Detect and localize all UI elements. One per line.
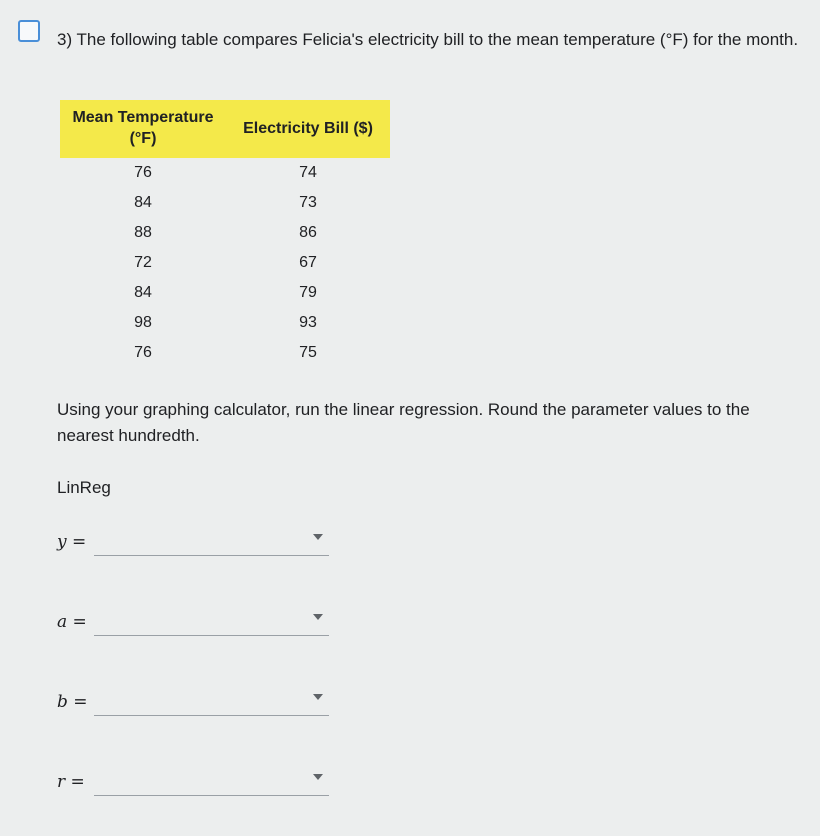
b-dropdown[interactable] [94,688,329,716]
cell-bill: 75 [299,344,317,361]
field-row-a [57,608,337,644]
cell-bill: 67 [299,254,317,271]
cell-temperature: 76 [134,344,152,361]
cell-temperature: 98 [134,314,152,331]
cell-bill: 74 [299,164,317,181]
chevron-down-icon [313,694,323,700]
column-header-temperature: Mean Temperature (°F) [60,100,226,158]
cell-temperature: 84 [134,284,152,301]
cell-temperature: 72 [134,254,152,271]
question-text: 3) The following table compares Felicia's electricity bill to the mean temperature (°F) for the month. [57,30,799,49]
cell-bill: 93 [299,314,317,331]
field-row-r [57,768,337,804]
table-row [60,158,390,188]
question-checkbox[interactable] [18,20,40,42]
cell-bill: 79 [299,284,317,301]
chevron-down-icon [313,614,323,620]
instructions-text: Using your graphing calculator, run the linear regression. Round the parameter values to the nearest hundredth. [57,400,750,445]
field-row-y [57,528,337,564]
table-row [60,188,390,218]
column-header-bill: Electricity Bill ($) [226,100,390,158]
table-row [60,278,390,308]
cell-bill: 73 [299,194,317,211]
cell-temperature: 76 [134,164,152,181]
table-row [60,338,390,368]
linreg-label: LinReg [57,478,111,497]
field-row-b [57,688,337,724]
cell-bill: 86 [299,224,317,241]
table-row [60,218,390,248]
a-dropdown[interactable] [94,608,329,636]
field-label-r: r = [57,772,85,792]
cell-temperature: 88 [134,224,152,241]
y-dropdown[interactable] [94,528,329,556]
chevron-down-icon [313,774,323,780]
r-dropdown[interactable] [94,768,329,796]
table-header-row [60,100,390,158]
table-row [60,308,390,338]
table-row [60,248,390,278]
field-label-a: a = [57,612,87,632]
data-table [60,100,390,368]
cell-temperature: 84 [134,194,152,211]
field-label-b: b = [57,692,88,712]
chevron-down-icon [313,534,323,540]
field-label-y: y = [57,532,87,552]
